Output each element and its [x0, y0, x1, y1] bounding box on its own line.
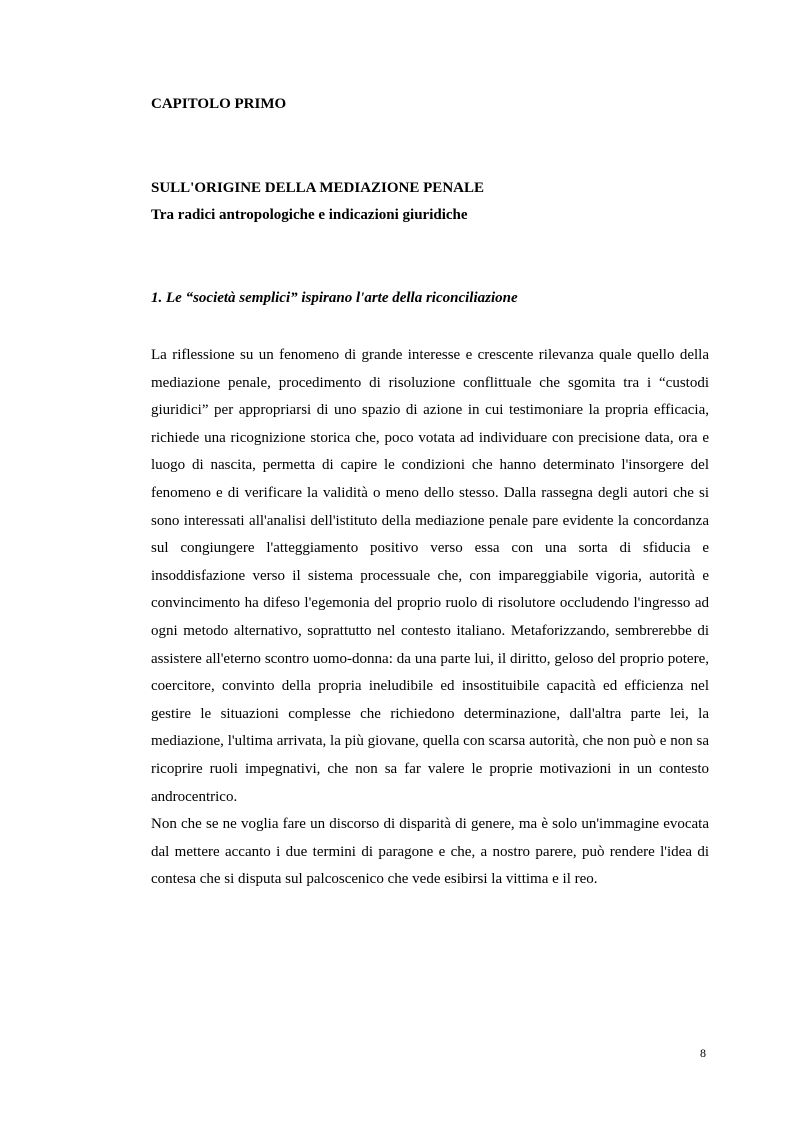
chapter-label: CAPITOLO PRIMO [151, 96, 287, 112]
chapter-title: SULL'ORIGINE DELLA MEDIAZIONE PENALE [151, 180, 484, 196]
paragraph: Non che se ne voglia fare un discorso di disparità di genere, ma è solo un'immagine evocata dal mettere accanto i due termini di paragone e che, a nostro parere, può rendere l'idea di contesa che si disputa sul palcoscenico che vede esibirsi la vittima e il reo. [151, 816, 709, 888]
page-number: 8 [700, 1046, 706, 1060]
body-text [151, 342, 709, 894]
section-heading: 1. Le “società semplici” ispirano l'arte della riconciliazione [151, 290, 518, 306]
chapter-subtitle: Tra radici antropologiche e indicazioni giuridiche [151, 207, 468, 223]
paragraph: La riflessione su un fenomeno di grande interesse e crescente rilevanza quale quello della mediazione penale, procedimento di risoluzione conflittuale che sgomita tra i “custodi giuridici” per appropriarsi di uno spazio di azione in cui testimoniare la propria efficacia, richiede una ricognizione storica che, poco votata ad individuare con precisione data, ora e luogo di nascita, permetta di capire le condizioni che hanno determinato l'insorgere del fenomeno e di verificare la validità o meno dello stesso. Dalla rassegna degli autori che si sono interessati all'analisi dell'istituto della mediazione penale pare evidente la concordanza sul congiungere l'atteggiamento positivo verso essa con una sorta di sfiducia e insoddisfazione verso il sistema processuale che, con impareggiabile vigoria, autorità e convincimento ha difeso l'egemonia del proprio ruolo di risolutore occludendo l'ingresso ad ogni metodo alternativo, soprattutto nel contesto italiano. Metaforizzando, sembrerebbe di assistere all'eterno scontro uomo-donna: da una parte lui, il diritto, geloso del proprio potere, coercitore, convinto della propria ineludibile ed insostituibile capacità ed efficienza nel gestire le situazioni complesse che richiedono determinazione, dall'altra parte lei, la mediazione, l'ultima arrivata, la più giovane, quella con scarsa autorità, che non può e non sa ricoprire ruoli impegnativi, che non sa far valere le proprie motivazioni in un contesto androcentrico. [151, 347, 709, 805]
